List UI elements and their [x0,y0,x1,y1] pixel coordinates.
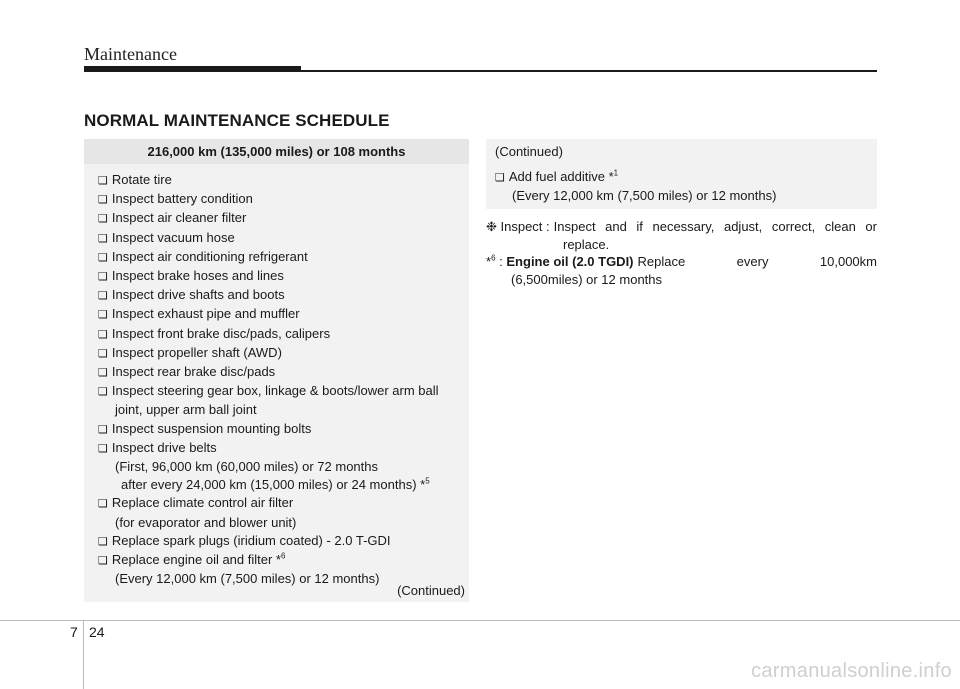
checkbox-icon: ❑ [98,555,108,568]
schedule-interval-heading: 216,000 km (135,000 miles) or 108 months [84,139,469,164]
checkbox-icon: ❑ [98,309,108,322]
list-item [98,532,469,551]
checkbox-icon: ❑ [98,328,108,341]
list-item [98,171,469,190]
item-text: Inspect suspension mounting bolts [111,420,312,436]
item-text: Add fuel additive * [508,169,614,184]
item-continuation: (First, 96,000 km (60,000 miles) or 72 months [115,459,378,475]
checkbox-icon: ❑ [98,175,108,187]
list-item [98,344,469,363]
continued-heading: (Continued) [495,144,563,159]
schedule-panel-left [84,139,469,602]
footer-divider [83,620,84,689]
note-oil-star: * [486,254,492,269]
checkbox-icon: ❑ [495,172,505,184]
checkbox-icon: ❑ [98,290,108,303]
item-text: Inspect battery condition [111,191,253,207]
item-continuation [98,476,469,494]
watermark: carmanualsonline.info [751,660,952,682]
footnote-marker: 5 [425,476,430,486]
item-text: Inspect drive shafts and boots [111,287,285,303]
list-item [98,420,469,439]
item-text: Inspect vacuum hose [111,229,235,245]
item-text: Replace climate control air filter [111,495,294,511]
page-header-title: Maintenance [84,44,177,64]
checkbox-icon: ❑ [98,271,108,284]
item-text: Inspect air cleaner filter [111,210,247,226]
list-item [98,494,469,531]
list-item [98,439,469,495]
footer-rule [0,620,960,621]
list-item [495,168,877,205]
item-text: Replace engine oil and filter * [111,552,281,568]
list-item [98,382,469,419]
item-text: Inspect rear brake disc/pads [111,364,276,380]
checkbox-icon: ❑ [98,386,108,399]
continued-label: (Continued) [397,583,465,598]
item-text: Inspect air conditioning refrigerant [111,248,308,264]
list-item [98,363,469,382]
header-rule-thin [301,70,877,72]
checkbox-icon: ❑ [98,251,108,264]
list-item [98,190,469,209]
item-text: Inspect brake hoses and lines [111,268,284,284]
page-number: 24 [89,624,105,640]
footnotes [486,218,877,288]
checkbox-icon: ❑ [98,367,108,380]
footnote-marker: 6 [491,253,496,263]
checkbox-icon: ❑ [98,213,108,226]
item-continuation: (Every 12,000 km (7,500 miles) or 12 months) [115,571,380,587]
note-engine-oil [486,253,877,271]
section-title: NORMAL MAINTENANCE SCHEDULE [84,111,390,130]
checkbox-icon: ❑ [98,347,108,360]
item-text: Inspect steering gear box, linkage & boots/lower arm ball [111,383,439,399]
list-item [98,248,469,267]
footnote-marker: 1 [613,168,619,178]
item-continuation-text: after every 24,000 km (15,000 miles) or 24 months) * [121,477,426,493]
schedule-panel-right [486,139,877,209]
chapter-number: 7 [70,624,78,640]
footnote-marker: 6 [280,551,286,561]
checkbox-icon: ❑ [98,423,108,436]
note-inspect-lead: ❉ Inspect : [486,219,550,234]
note-inspect-cont: replace. [563,236,610,252]
item-text: Inspect front brake disc/pads, calipers [111,325,331,341]
checkbox-icon: ❑ [98,232,108,245]
list-item [98,267,469,286]
note-inspect [486,218,877,236]
header-rule-thick [84,66,301,72]
item-text: Inspect exhaust pipe and muffler [111,306,300,322]
item-text: Rotate tire [111,172,172,187]
note-oil-bold: Engine oil (2.0 TGDI) [506,254,634,269]
item-continuation: (for evaporator and blower unit) [115,514,297,530]
list-item [98,209,469,228]
note-oil-cont: (6,500miles) or 12 months [511,271,663,287]
note-oil-body: Replace every 10,000km [637,254,877,269]
item-text: Inspect propeller shaft (AWD) [111,344,282,360]
list-item [98,305,469,324]
checkbox-icon: ❑ [98,194,108,207]
checkbox-icon: ❑ [98,535,108,548]
maintenance-item-list-right [486,164,877,205]
checkbox-icon: ❑ [98,442,108,455]
item-continuation: (Every 12,000 km (7,500 miles) or 12 months) [512,188,777,203]
item-text: Inspect drive belts [111,439,217,455]
note-oil-colon: : [499,254,503,269]
maintenance-item-list [84,164,469,588]
item-text: Replace spark plugs (iridium coated) - 2.0 T-GDI [111,532,391,548]
item-continuation: joint, upper arm ball joint [115,402,257,418]
note-inspect-body: Inspect and if necessary, adjust, correct, clean or [553,219,877,234]
list-item [98,229,469,248]
list-item [98,325,469,344]
list-item [98,286,469,305]
checkbox-icon: ❑ [98,498,108,511]
